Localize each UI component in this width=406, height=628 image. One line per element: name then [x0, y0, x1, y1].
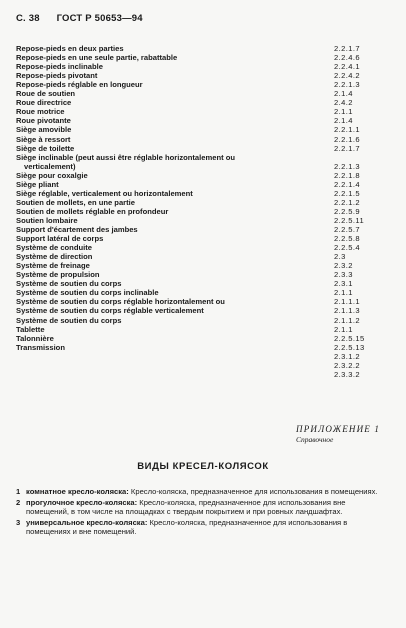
index-entry [16, 153, 376, 162]
index-term: Siège inclinable (peut aussi être réglable horizontalement ou [16, 152, 236, 162]
index-reference-number: 2.2.4.6 [334, 53, 361, 63]
index-term: verticalement) [24, 161, 76, 171]
index-term: Système de soutien du corps inclinable [16, 288, 159, 298]
index-reference-number: 2.2.5.13 [334, 342, 365, 352]
index-entry [16, 252, 376, 261]
index-reference-number: 2.2.5.11 [334, 215, 365, 225]
index-reference-number: 2.2.1.5 [334, 188, 361, 198]
index-entry [16, 44, 376, 53]
index-entry [16, 198, 376, 207]
page-number: С. 38 [16, 13, 40, 24]
index-reference-number: 2.2.1.3 [334, 161, 361, 171]
index-entry [16, 234, 376, 243]
index-reference-number: 2.2.5.8 [334, 234, 361, 244]
index-term: Soutien de mollets réglable en profondeur [16, 206, 169, 216]
index-reference-number: 2.3.1.2 [334, 351, 361, 361]
index-reference-number: 2.3.3.2 [334, 369, 361, 379]
appendix-title: ПРИЛОЖЕНИЕ 1 [296, 424, 381, 434]
index-entry [16, 316, 376, 325]
index-entry [16, 125, 376, 134]
index-entry [16, 180, 376, 189]
definition-text: Кресло-коляска, предназначенное для использования в помещениях. [128, 487, 378, 496]
index-entry [16, 71, 376, 80]
index-reference-number: 2.1.1 [334, 288, 353, 298]
index-entry [16, 334, 376, 343]
index-entry [16, 297, 376, 306]
definition-item [16, 518, 390, 537]
index-entry [16, 53, 376, 62]
index-entry [16, 116, 376, 125]
index-entry [16, 352, 376, 361]
index-reference-number: 2.1.1 [334, 324, 353, 334]
index-entry [16, 216, 376, 225]
index-reference-number: 2.3.2.2 [334, 360, 361, 370]
index-entry [16, 306, 376, 315]
definition-item [16, 487, 390, 497]
definition-term: прогулочное кресло-коляска: [26, 497, 138, 507]
index-reference-number: 2.2.1.1 [334, 125, 361, 135]
index-entry [16, 171, 376, 180]
index-term: Repose-pieds en une seule partie, rabattable [16, 53, 178, 63]
index-reference-number: 2.3 [334, 252, 346, 262]
index-reference-number: 2.3.1 [334, 279, 353, 289]
index-reference-number: 2.1.4 [334, 116, 353, 126]
index-entry [16, 189, 376, 198]
index-reference-number: 2.1.4 [334, 89, 353, 99]
index-entry [16, 361, 376, 370]
index-entry [16, 80, 376, 89]
index-reference-number: 2.2.1.7 [334, 143, 361, 153]
index-reference-number: 2.2.5.15 [334, 333, 365, 343]
index-reference-number: 2.2.1.4 [334, 179, 361, 189]
index-term: Siège à ressort [16, 134, 71, 144]
index-term: Système de soutien du corps réglable verticalement [16, 306, 204, 316]
index-term: Soutien de mollets, en une partie [16, 197, 135, 207]
index-entry [16, 370, 376, 379]
definition-number: 1 [16, 487, 21, 496]
index-reference-number: 2.1.1.3 [334, 306, 361, 316]
index-entry [16, 243, 376, 252]
index-entry [16, 279, 376, 288]
index-term: Système de soutien du corps réglable horizontalement ou [16, 297, 225, 307]
index-entry [16, 98, 376, 107]
standard-designation: ГОСТ Р 50653—94 [56, 13, 143, 24]
index-reference-number: 2.2.1.3 [334, 80, 361, 90]
index-entry [16, 288, 376, 297]
index-reference-number: 2.3.3 [334, 270, 353, 280]
index-term: Système de propulsion [16, 270, 100, 280]
index-reference-number: 2.2.1.7 [334, 44, 361, 53]
index-term: Tablette [16, 324, 45, 334]
index-entry [16, 162, 376, 171]
definition-number: 3 [16, 517, 21, 527]
index-entry [16, 62, 376, 71]
index-term: Support d'écartement des jambes [16, 225, 138, 234]
index-term: Système de soutien du corps [16, 279, 122, 289]
index-term: Repose-pieds réglable en longueur [16, 80, 143, 90]
index-term: Roue de soutien [16, 89, 76, 99]
definition-text: Кресло-коляска, предназначенное для использования в помещениях и вне помещений. [26, 517, 348, 537]
index-term: Siège de toilette [16, 143, 75, 153]
definition-text: Кресло-коляска, предназначенное для использования вне помещений, в том числе на площадках с твердым покрытием и при ровных ландшафтах. [26, 497, 346, 517]
index-entry [16, 225, 376, 234]
index-entry [16, 89, 376, 98]
index-term: Siège pour coxalgie [16, 170, 88, 180]
index-entry [16, 144, 376, 153]
index-term: Système de soutien du corps [16, 315, 122, 325]
definition-term: комнатное кресло-коляска: [26, 487, 129, 496]
index-reference-number: 2.1.1 [334, 107, 353, 117]
appendix-heading: ВИДЫ КРЕСЕЛ-КОЛЯСОК [137, 461, 269, 472]
index-reference-number: 2.2.5.4 [334, 243, 361, 253]
index-term: Siège réglable, verticalement ou horizontalement [16, 188, 193, 198]
index-term: Repose-pieds inclinable [16, 62, 103, 72]
index-term: Système de conduite [16, 243, 92, 253]
index-entry [16, 107, 376, 116]
index-entry [16, 207, 376, 216]
index-reference-number: 2.1.1.1 [334, 297, 361, 307]
index-reference-number: 2.2.4.1 [334, 62, 361, 72]
index-entry [16, 343, 376, 352]
index-entry [16, 270, 376, 279]
index-term: Siège amovible [16, 125, 72, 135]
index-term: Roue pivotante [16, 116, 71, 126]
index-term: Talonnière [16, 333, 54, 343]
definition-item [16, 498, 390, 517]
index-reference-number: 2.4.2 [334, 98, 353, 108]
appendix-subtitle: Справочное [296, 435, 334, 444]
index-term: Roue directrice [16, 98, 72, 108]
index-reference-number: 2.2.4.2 [334, 71, 361, 81]
index-term: Transmission [16, 342, 65, 352]
index-entry [16, 135, 376, 144]
index-entry [16, 261, 376, 270]
page-header [16, 13, 143, 24]
definition-term: универсальное кресло-коляска: [26, 517, 148, 527]
index-term: Système de freinage [16, 261, 90, 271]
index-reference-number: 2.2.5.9 [334, 206, 361, 216]
index-term: Roue motrice [16, 107, 65, 117]
index-reference-number: 2.2.1.2 [334, 197, 361, 207]
index-entry [16, 325, 376, 334]
index-term: Support latéral de corps [16, 234, 104, 244]
index-term: Soutien lombaire [16, 215, 78, 225]
index-reference-number: 2.1.1.2 [334, 315, 361, 325]
index-term: Repose-pieds en deux parties [16, 44, 124, 53]
definition-list [16, 487, 390, 538]
definition-number: 2 [16, 497, 21, 507]
index-reference-number: 2.2.1.6 [334, 134, 361, 144]
index-term: Repose-pieds pivotant [16, 71, 98, 81]
index-term: Siège pliant [16, 179, 59, 189]
index-reference-number: 2.3.2 [334, 261, 353, 271]
index-term: Système de direction [16, 252, 93, 262]
index-reference-number: 2.2.5.7 [334, 225, 361, 234]
index-reference-number: 2.2.1.8 [334, 170, 361, 180]
